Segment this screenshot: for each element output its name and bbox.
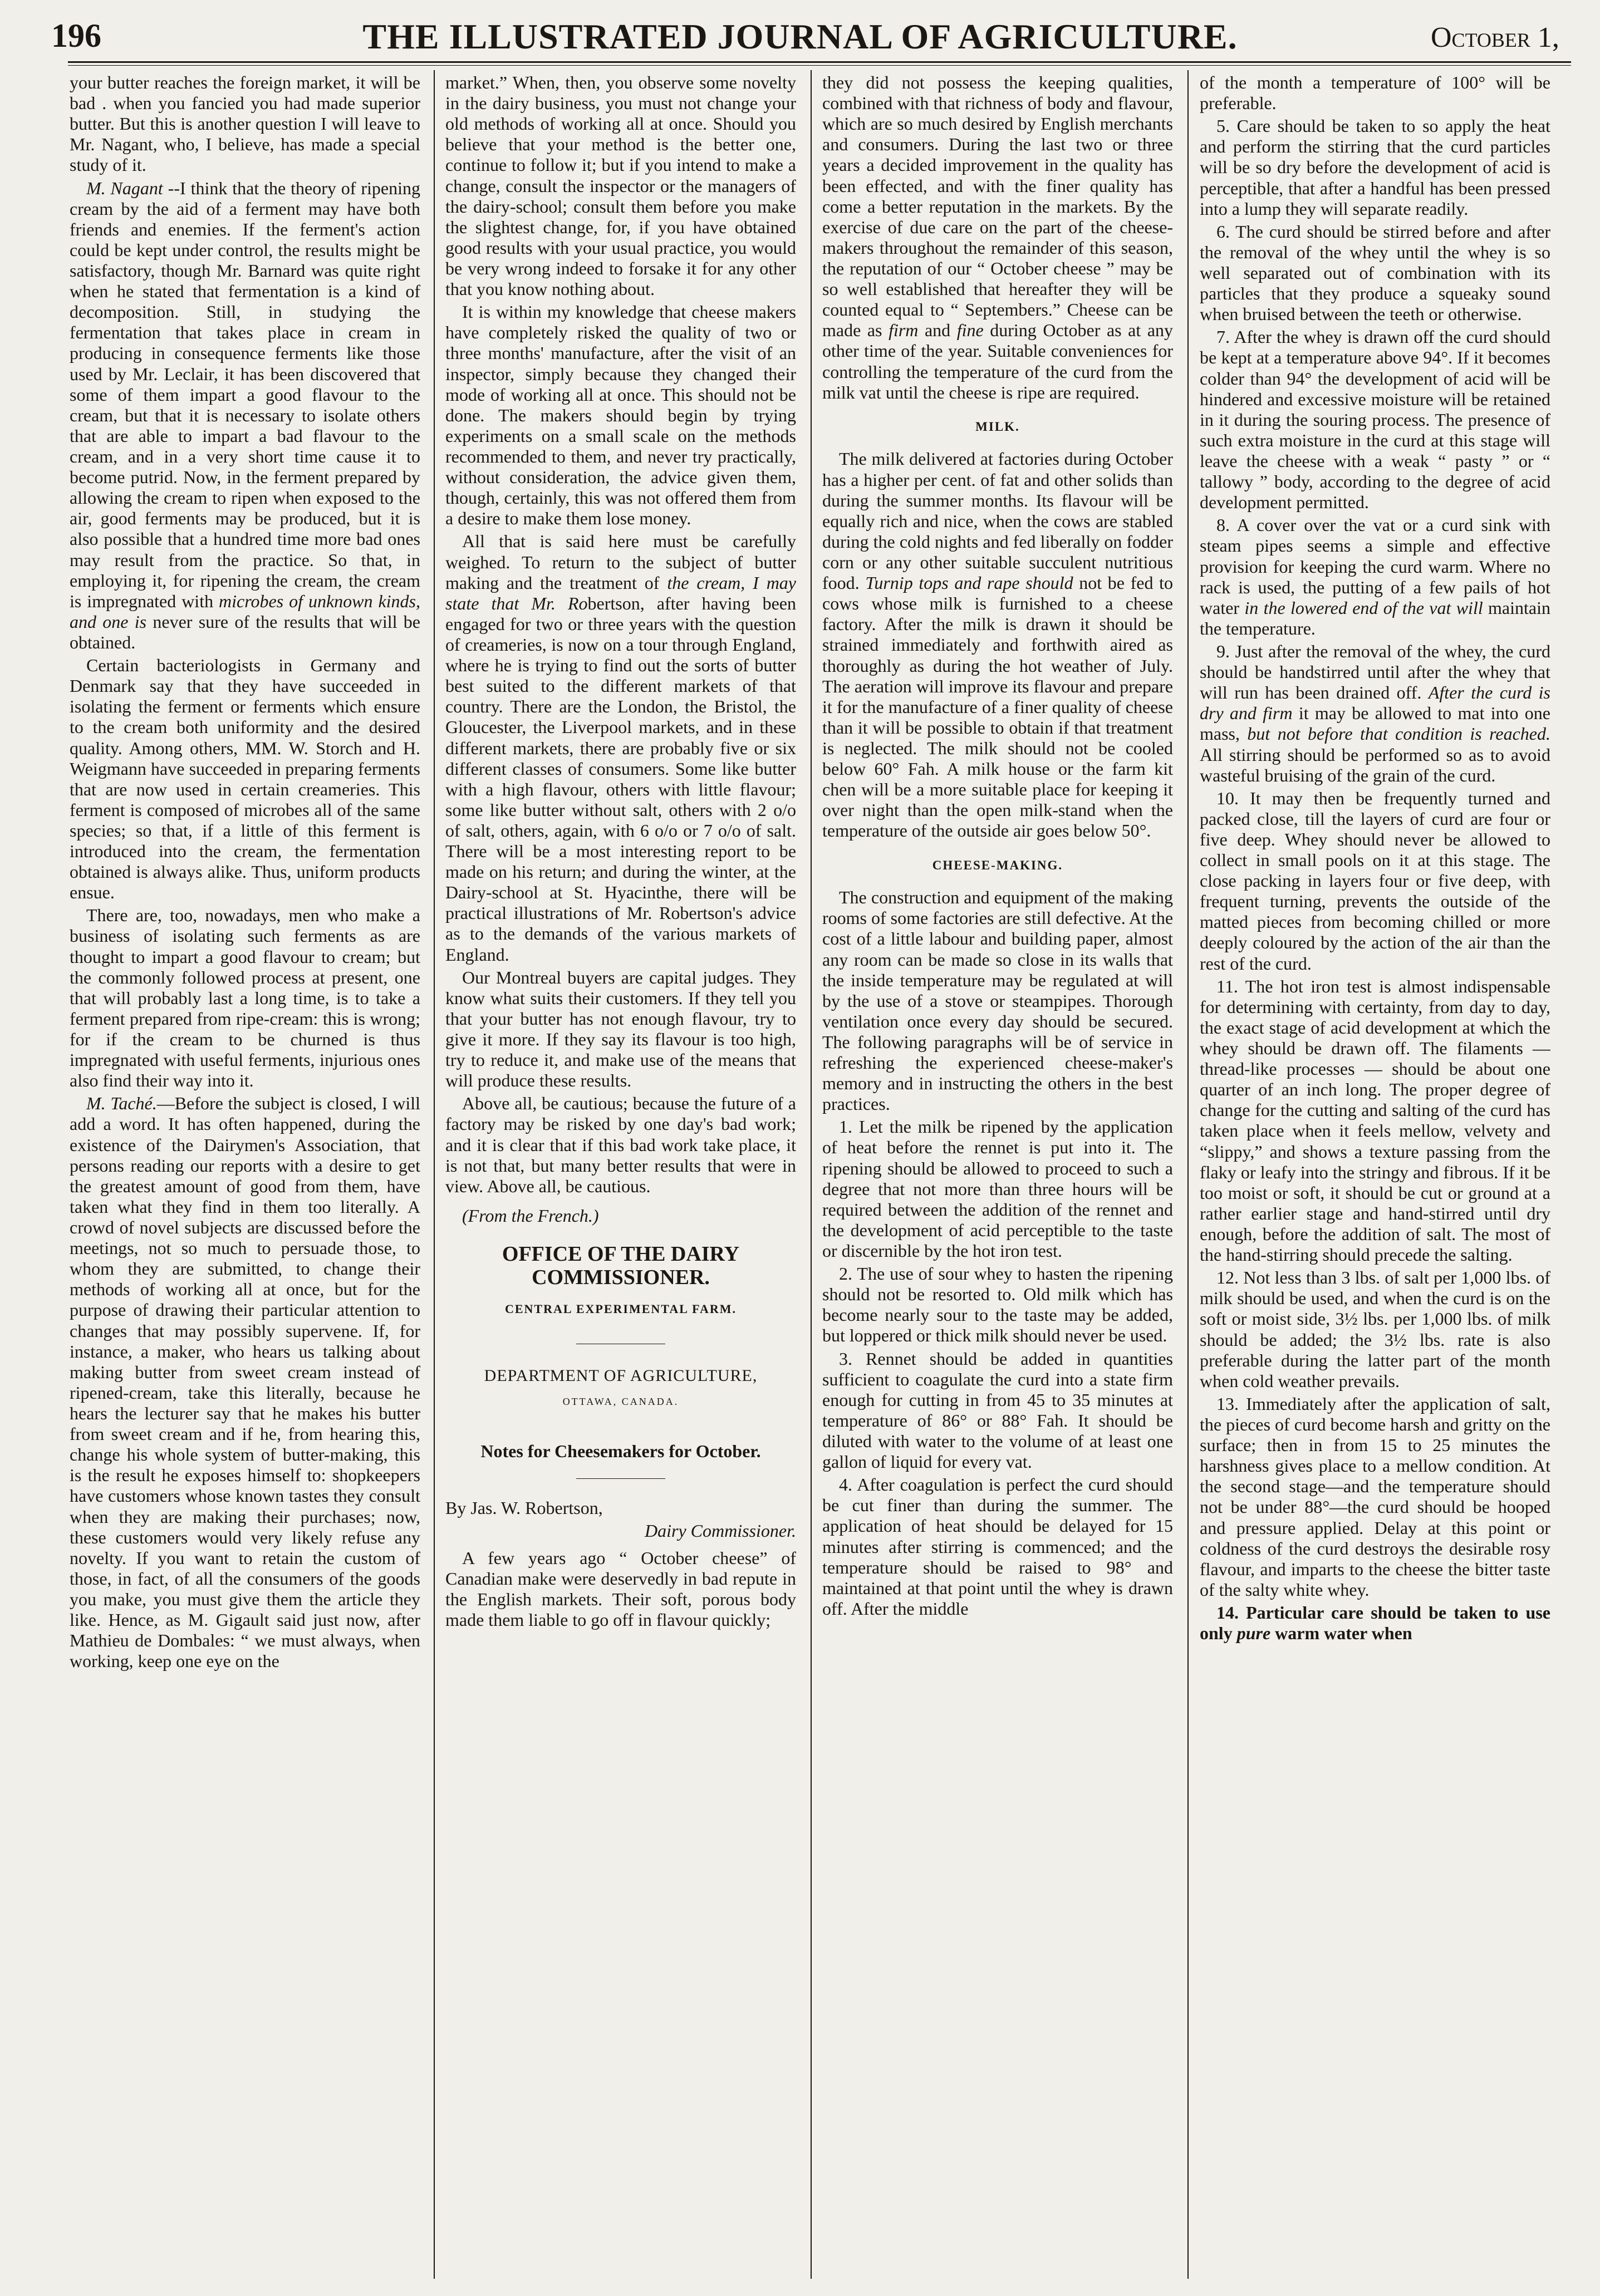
- paragraph: Certain bacteriologists in Germany and Denmark say that they have succeeded in isolating the ferment or ferments which ensure to the cream both uniformity and the desired quality. Among others, MM. W. Storch and H. Weigmann have succeeded in preparing ferments that are now used in certain creameries. This ferment is composed of microbes all of the same species; so that, if a little of this ferment is introduced into the cream, the fermentation obtained is always alike. Thus, uniform products ensue.: [70, 655, 420, 903]
- header-rule: [68, 61, 1571, 63]
- paragraph: 3. Rennet should be added in quantities sufficient to coagulate the curd into a state firm enough for cutting in from 45 to 35 minutes at temperature of 86° or 88° Fah. It should be diluted with water to the volume of at least one gallon of liquid for every vat.: [822, 1348, 1173, 1472]
- paragraph: [445, 531, 796, 965]
- text: 8. A cover over the vat or a curd sink with steam pipes seems a simple and effective provision for keeping the curd warm. Where no rack is used, the putting of a few pails of hot water: [1200, 515, 1550, 618]
- paragraph: There are, too, nowadays, men who make a business of isolating such ferments as are thought to impart a good flavour to cream; but the commonly followed process at present, one that will probably last a long time, is to take a ferment prepared from ripe-cream: this is wrong; for if the cream to be churned is thus impregnated with useful ferments, injurious ones also find their way into it.: [70, 905, 420, 1091]
- paragraph: A few years ago “ October cheese” of Canadian make were deservedly in bad repute in the English markets. Their soft, porous body made them liable to go off in flavour quickly;: [445, 1547, 796, 1630]
- column-divider: [1187, 70, 1189, 2279]
- paragraph: [1200, 1602, 1550, 1644]
- journal-title: THE ILLUSTRATED JOURNAL OF AGRICULTURE.: [362, 17, 1238, 56]
- paragraph: 10. It may then be frequently turned and packed close, till the layers of curd are four or five deep. Whey should never be allowed to collect in small pools on it at this stage. The close packing in layers four or five deep, with frequent turning, prevents the outside of the matted pieces from becoming chilled or more deeply coloured by the action of the air than the rest of the curd.: [1200, 788, 1550, 974]
- italic-text: Turnip tops and rape should: [865, 573, 1073, 593]
- issue-date: October 1,: [1431, 22, 1559, 53]
- byline-title: Dairy Commissioner.: [644, 1520, 796, 1541]
- paragraph: [70, 178, 420, 653]
- paragraph: Our Montreal buyers are capital judges. They know what suits their customers. If they tell you that your butter has not enough flavour, try to give it more. If they say its flavour is too high, try to reduce it, and make use of the means that will produce these results.: [445, 967, 796, 1091]
- paragraph: your butter reaches the foreign market, it will be bad . when you fancied you had made superior butter. But this is another question I will leave to Mr. Nagant, who, I believe, has made a special study of it.: [70, 72, 420, 175]
- section-heading-milk: MILK.: [975, 419, 1020, 434]
- paragraph: [822, 449, 1173, 841]
- paragraph: 13. Immediately after the application of salt, the pieces of curd become harsh and gritty on the surface; then in from 15 to 25 minutes the harshness gives place to a mellow condition. At the second stage—and the temperature should not be under 88°—the curd should be hooped and pressure applied. Delay at this point or coldness of the curd destroys the desirable rosy flavour, and imparts to the cheese the bitter taste of the salty white whey.: [1200, 1393, 1550, 1600]
- paragraph: 2. The use of sour whey to hasten the ripening should not be resorted to. Old milk which has become nearly sour to the taste may be added, but loppered or thick milk should never be used.: [822, 1263, 1173, 1346]
- text: All stirring should be performed so as to avoid wasteful bruising of the grain of the curd.: [1200, 744, 1550, 785]
- paragraph: 12. Not less than 3 lbs. of salt per 1,000 lbs. of milk should be used, and when the curd is on the soft or moist side, 3½ lbs. per 1,000 lbs. of milk should be added; the 3½ lbs. rate is also preferable during the latter part of the month when cold weather prevails.: [1200, 1267, 1550, 1391]
- paragraph: of the month a temperature of 100° will be preferable.: [1200, 72, 1550, 114]
- column-4: [1200, 72, 1550, 2277]
- italic-text: fine: [956, 320, 984, 341]
- paragraph: 4. After coagulation is perfect the curd should be cut finer than during the summer. The application of heat should be delayed for 15 minutes after stirring is commenced; and the temperature should be raised to 98° and maintained at that point until the whey is drawn off. After the middle: [822, 1474, 1173, 1619]
- paragraph: market.” When, then, you observe some novelty in the dairy business, you must not change your old methods of working all at once. Should you believe that your method is the better one, continue to follow it; but if you intend to make a change, consult the inspector or the managers of the dairy-school; consult them before you make the slightest change, for, if you have obtained good results with your usual practice, you would be very wrong indeed to forsake it for any other that you know nothing about.: [445, 72, 796, 299]
- text: it may be allowed to mat into one mass,: [1200, 703, 1550, 744]
- text: maintain the temperature.: [1200, 597, 1550, 638]
- paragraph: It is within my knowledge that cheese makers have completely risked the quality of two or three months' manufacture, after the visit of an inspector, simply because they changed their mode of working all at once. This should not be done. The makers should begin by trying experiments on a small scale on the methods recommended to them, and never try practically, without consideration, the advice given them, though, certainly, this was not offered them from a desire to make them lose money.: [445, 302, 796, 529]
- header-rule-thin: [68, 65, 1571, 66]
- italic-text: but not before that condition is reached.: [1247, 724, 1550, 744]
- paragraph: [1200, 515, 1550, 639]
- italic-text: microbes of unknown kinds, and one is: [70, 591, 420, 632]
- italic-text: in the lowered end of the vat will: [1244, 597, 1483, 618]
- paragraph: 11. The hot iron test is almost indispensable for determining with certainty, from day to day, the exact stage of acid development at which the whey should be drawn off. The filaments — thread-like processes — should be about one quarter of an inch long. The proper degree of change for the cutting and salting of the curd has taken place when it feels mellow, velvety and “slippy,” and shows a texture passing from the flaky or leafy into the stringy and fibrous. If it be too moist or soft, it should be cut or ground at a rather earlier stage and hand-stirred until dry enough, before the addition of salt. The most of the hand-stirring should precede the salting.: [1200, 976, 1550, 1265]
- paragraph: 7. After the whey is drawn off the curd should be kept at a temperature above 94°. If it becomes colder than 94° the development of acid will be hindered and excessive moisture will be retained in it during the souring process. The presence of such extra moisture in the curd at this stage will leave the cheese with a weak “ pasty ” or “ tallowy ” body, according to the degree of acid development permitted.: [1200, 327, 1550, 513]
- paragraph: [70, 1093, 420, 1671]
- location-heading: OTTAWA, CANADA.: [562, 1395, 679, 1407]
- section-subtitle: CENTRAL EXPERIMENTAL FARM.: [504, 1301, 737, 1316]
- paragraph: [822, 72, 1173, 403]
- byline: By Jas. W. Robertson,: [445, 1497, 603, 1518]
- paragraph: 5. Care should be taken to so apply the heat and perform the stirring that the curd particles will be so dry before the development of acid is perceptible, that after a handful has been pressed into a lump they will separate readily.: [1200, 116, 1550, 219]
- text: --I think that the theory of ripening cream by the aid of a ferment may have both friends and enemies. If the ferment's action could be kept under control, the results might be satisfactory, though Mr. Barnard was quite right when he stated that fermentation is a kind of decomposition. Still, in studying the fermentation that takes place in cream in producing in consequence ferments like those used by Mr. Leclair, it has been discovered that some of them impart a good flavour to the cream, but that it is necessary to isolate others that are able to impart a bad flavour to the cream, and in a very short time cause it to become putrid. Now, in the ferment prepared by allowing the cream to ripen when exposed to the air, good ferments may be produced, but it is also possible that a hundred time more bad ones may result from the practice. So that, in employing it, for ripening the cream, the cream is impregnated with: [70, 178, 420, 611]
- paragraph: The construction and equipment of the making rooms of some factories are still defective. At the cost of a little labour and building paper, almost any room can be made so close in its walls that the inside temperature may be regulated at will by the use of a stove or steampipes. Thorough ventilation once every day should be secured. The following paragraphs will be of service in refreshing the experienced cheese-maker's memory and in instructing the others in the best practices.: [822, 887, 1173, 1114]
- source-note: (From the French.): [462, 1205, 599, 1226]
- page-header: [0, 0, 1600, 68]
- italic-text: After the curd is dry and firm: [1200, 682, 1550, 724]
- column-2: [445, 72, 796, 2277]
- section-heading-cheese-making: CHEESE-MAKING.: [932, 858, 1063, 872]
- paragraph: [1200, 641, 1550, 786]
- text: The milk delivered at factories during October has a higher per cent. of fat and other solids than during the summer months. Its flavour will be equally rich and nice, when the cows are stabled during the cold nights and fed liberally on fodder corn or any other suitable succulent nutritious food.: [822, 449, 1173, 593]
- text: 14. Particular care should be taken to use only: [1200, 1602, 1550, 1644]
- paragraph: 1. Let the milk be ripened by the application of heat before the rennet is put into it. The ripening should be allowed to proceed to such a degree that not more than three hours will be required between the addition of the rennet and the development of acid perceptible to the taste or discernible by the hot iron test.: [822, 1117, 1173, 1261]
- article-title: Notes for Cheesemakers for October.: [480, 1440, 761, 1461]
- paragraph: 6. The curd should be stirred before and after the removal of the whey until the whey is so well separated out of combination with its particles that they produce a squeaky sound when bruised between the teeth or otherwise.: [1200, 221, 1550, 325]
- paragraph: Above all, be cautious; because the future of a factory may be risked by one day's bad work; and it is clear that if this bad work take place, it is not that, but many better results that were in view. Above all, be cautious.: [445, 1093, 796, 1196]
- speaker: M. Nagant: [86, 178, 163, 198]
- text: they did not possess the keeping qualities, combined with that richness of body and flavour, which are so much desired by English merchants and consumers. During the last two or three years a decided improvement in the quality has been effected, and with the finer quality has come a better reputation in the markets. By the exercise of due care on the part of the cheese-makers throughout the remainder of this season, the reputation of our “ October cheese ” may be so well established that hereafter they will be counted equal to “ Septembers.” Cheese can be made as: [822, 72, 1173, 341]
- column-divider: [434, 70, 435, 2279]
- divider: [576, 1478, 665, 1479]
- italic-text: the cream, I may state that Mr. Ro: [445, 572, 796, 613]
- department-heading: DEPARTMENT OF AGRICULTURE,: [484, 1366, 758, 1385]
- column-3: [822, 72, 1173, 2277]
- column-1: [70, 72, 420, 2277]
- text: bertson, after having been engaged for two or three years with the question of creameries, is now on a tour through England, where he is trying to find out the sorts of butter best suited to the different markets of that country. There are the London, the Bristol, the Gloucester, the Liverpool markets, and in these different markets, there are probably five or six different classes of consumers. Some like butter with a high flavour, others with little flavour; some like butter without salt, others with 2 o/o of salt, others, again, with 6 o/o or 7 o/o of salt. There will be a most interesting report to be made on his return; and during the winter, at the Dairy-school at St. Hyacinthe, there will be practical illustrations of Mr. Robertson's advice as to the demands of the various markets of England.: [445, 593, 796, 965]
- column-divider: [811, 70, 812, 2279]
- text: and: [918, 320, 957, 341]
- text: never sure of the results that will be obtained.: [70, 611, 420, 652]
- text: during October as at any other time of the year. Suitable conveniences for controlling the temperature of the curd from the milk vat until the cheese is ripe are required.: [822, 320, 1173, 402]
- section-title: OFFICE OF THE DAIRY COMMISSIONER.: [502, 1242, 740, 1289]
- text: All that is said here must be carefully weighed. To return to the subject of butter making and the treatment of: [445, 531, 796, 593]
- text: —Before the subject is closed, I will add a word. It has often happened, during the existence of the Dairymen's Association, that persons reading our reports with a desire to get the greatest amount of good from them, have taken what they find in them too literally. A crowd of novel subjects are discussed before the meetings, not so much to persuade those, to whom they are submitted, to change their methods of working all at once, but for the purpose of drawing their particular attention to changes that may possibly supervene. If, for instance, a maker, who hears us talking about making butter from sweet cream instead of ripened-cream, take this literally, because he hears the lecturer say that he makes his butter from sweet cream and if he, from hearing this, change his whole system of butter-making, this is the result he exposes himself to: shopkeepers have customers whose known tastes they consult when they are making their purchases; now, these customers would very likely refuse any novelty. If you want to retain the custom of those, in fact, of all the consumers of the goods you make, you must give them the article they like. Hence, as M. Gigault said just now, after Mathieu de Dombales: “ we must always, when working, keep one eye on the: [70, 1093, 420, 1671]
- speaker: M. Taché.: [86, 1093, 157, 1114]
- text: not be fed to cows whose milk is furnished to a cheese factory. After the milk is drawn it should be strained immediately and forthwith aired as thoroughly as during the hot weather of July. The aeration will improve its flavour and prepare it for the manufacture of a finer quality of cheese than it will be possible to obtain if that treatment is neglected. The milk should not be cooled below 60° Fah. A milk house or the farm kit chen will be a more suitable place for keeping it over night than the open milk-stand when the temperature of the outside air goes below 50°.: [822, 573, 1173, 841]
- italic-text: firm: [889, 320, 919, 341]
- page-number: 196: [51, 17, 101, 54]
- italic-text: pure: [1236, 1623, 1271, 1644]
- text: 9. Just after the removal of the whey, the curd should be handstirred until after the whey that will run has been drained off.: [1200, 641, 1550, 703]
- text: warm water when: [1270, 1623, 1412, 1644]
